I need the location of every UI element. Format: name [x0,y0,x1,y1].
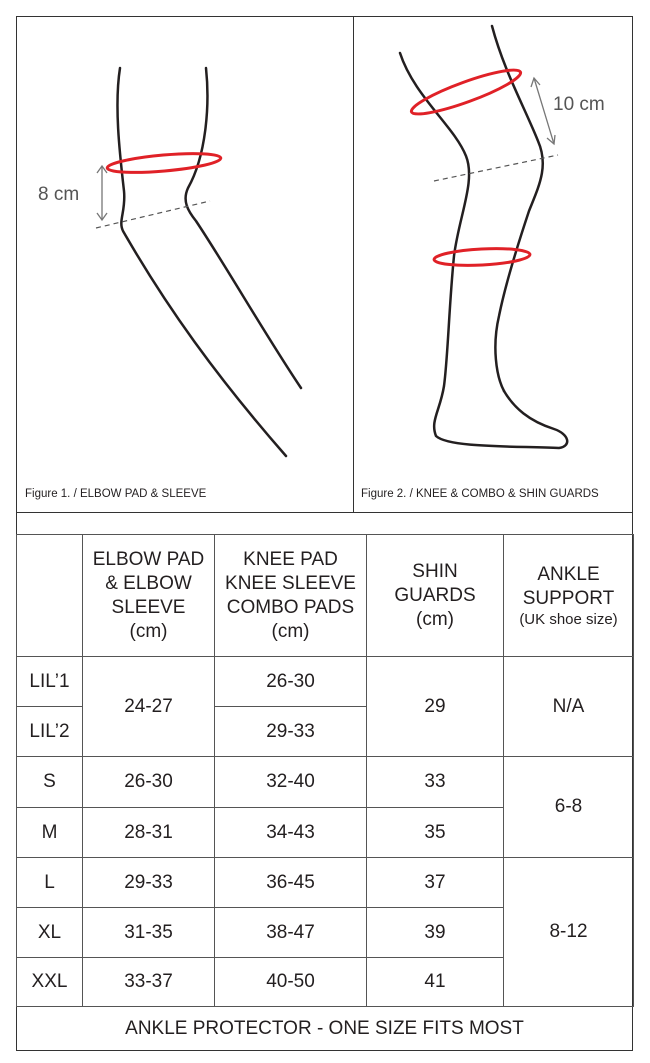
table-row [17,657,634,707]
ankle-column-header: ANKLE SUPPORT (UK shoe size) [504,535,634,657]
elbow-column-header: ELBOW PAD & ELBOW SLEEVE (cm) [83,535,215,657]
shin-cell: 29 [367,657,504,757]
ankle-protector-note: ANKLE PROTECTOR - ONE SIZE FITS MOST [125,1018,524,1039]
ankle-cell: N/A [504,657,634,757]
knee-cell: 32-40 [215,757,367,808]
knee-cell: 29-33 [215,707,367,757]
shin-cell: 41 [367,958,504,1007]
shin-cell: 33 [367,757,504,808]
elbow-cell: 33-37 [83,958,215,1007]
figure-2-caption: Figure 2. / KNEE & COMBO & SHIN GUARDS [361,488,599,500]
size-cell: S [17,757,83,808]
figure-table-divider [16,512,633,513]
size-chart-table [16,534,634,1007]
ankle-cell: 6-8 [504,757,634,858]
figure-1-caption: Figure 1. / ELBOW PAD & SLEEVE [25,488,207,500]
figure-elbow [16,16,354,512]
knee-measurement-label: 10 cm [553,94,605,115]
shin-cell: 35 [367,808,504,858]
shin-cell: 37 [367,858,504,908]
figure-knee-shin [354,16,633,512]
elbow-cell: 28-31 [83,808,215,858]
shin-column-header: SHIN GUARDS (cm) [367,535,504,657]
knee-cell: 26-30 [215,657,367,707]
elbow-cell: 29-33 [83,858,215,908]
size-cell: XXL [17,958,83,1007]
elbow-cell: 31-35 [83,908,215,958]
size-cell: M [17,808,83,858]
table-row [17,858,634,908]
size-cell: L [17,858,83,908]
size-cell: LIL’2 [17,707,83,757]
elbow-cell: 24-27 [83,657,215,757]
table-header-row [17,535,634,657]
elbow-cell: 26-30 [83,757,215,808]
elbow-measurement-label: 8 cm [38,184,80,205]
leg-illustration [354,16,633,512]
size-cell: XL [17,908,83,958]
knee-column-header: KNEE PAD KNEE SLEEVE COMBO PADS (cm) [215,535,367,657]
table-row [17,757,634,808]
knee-cell: 36-45 [215,858,367,908]
shin-cell: 39 [367,908,504,958]
size-column-header [17,535,83,657]
ankle-cell: 8-12 [504,858,634,1007]
size-cell: LIL’1 [17,657,83,707]
elbow-arm-illustration [16,16,354,512]
knee-cell: 40-50 [215,958,367,1007]
knee-cell: 34-43 [215,808,367,858]
knee-cell: 38-47 [215,908,367,958]
